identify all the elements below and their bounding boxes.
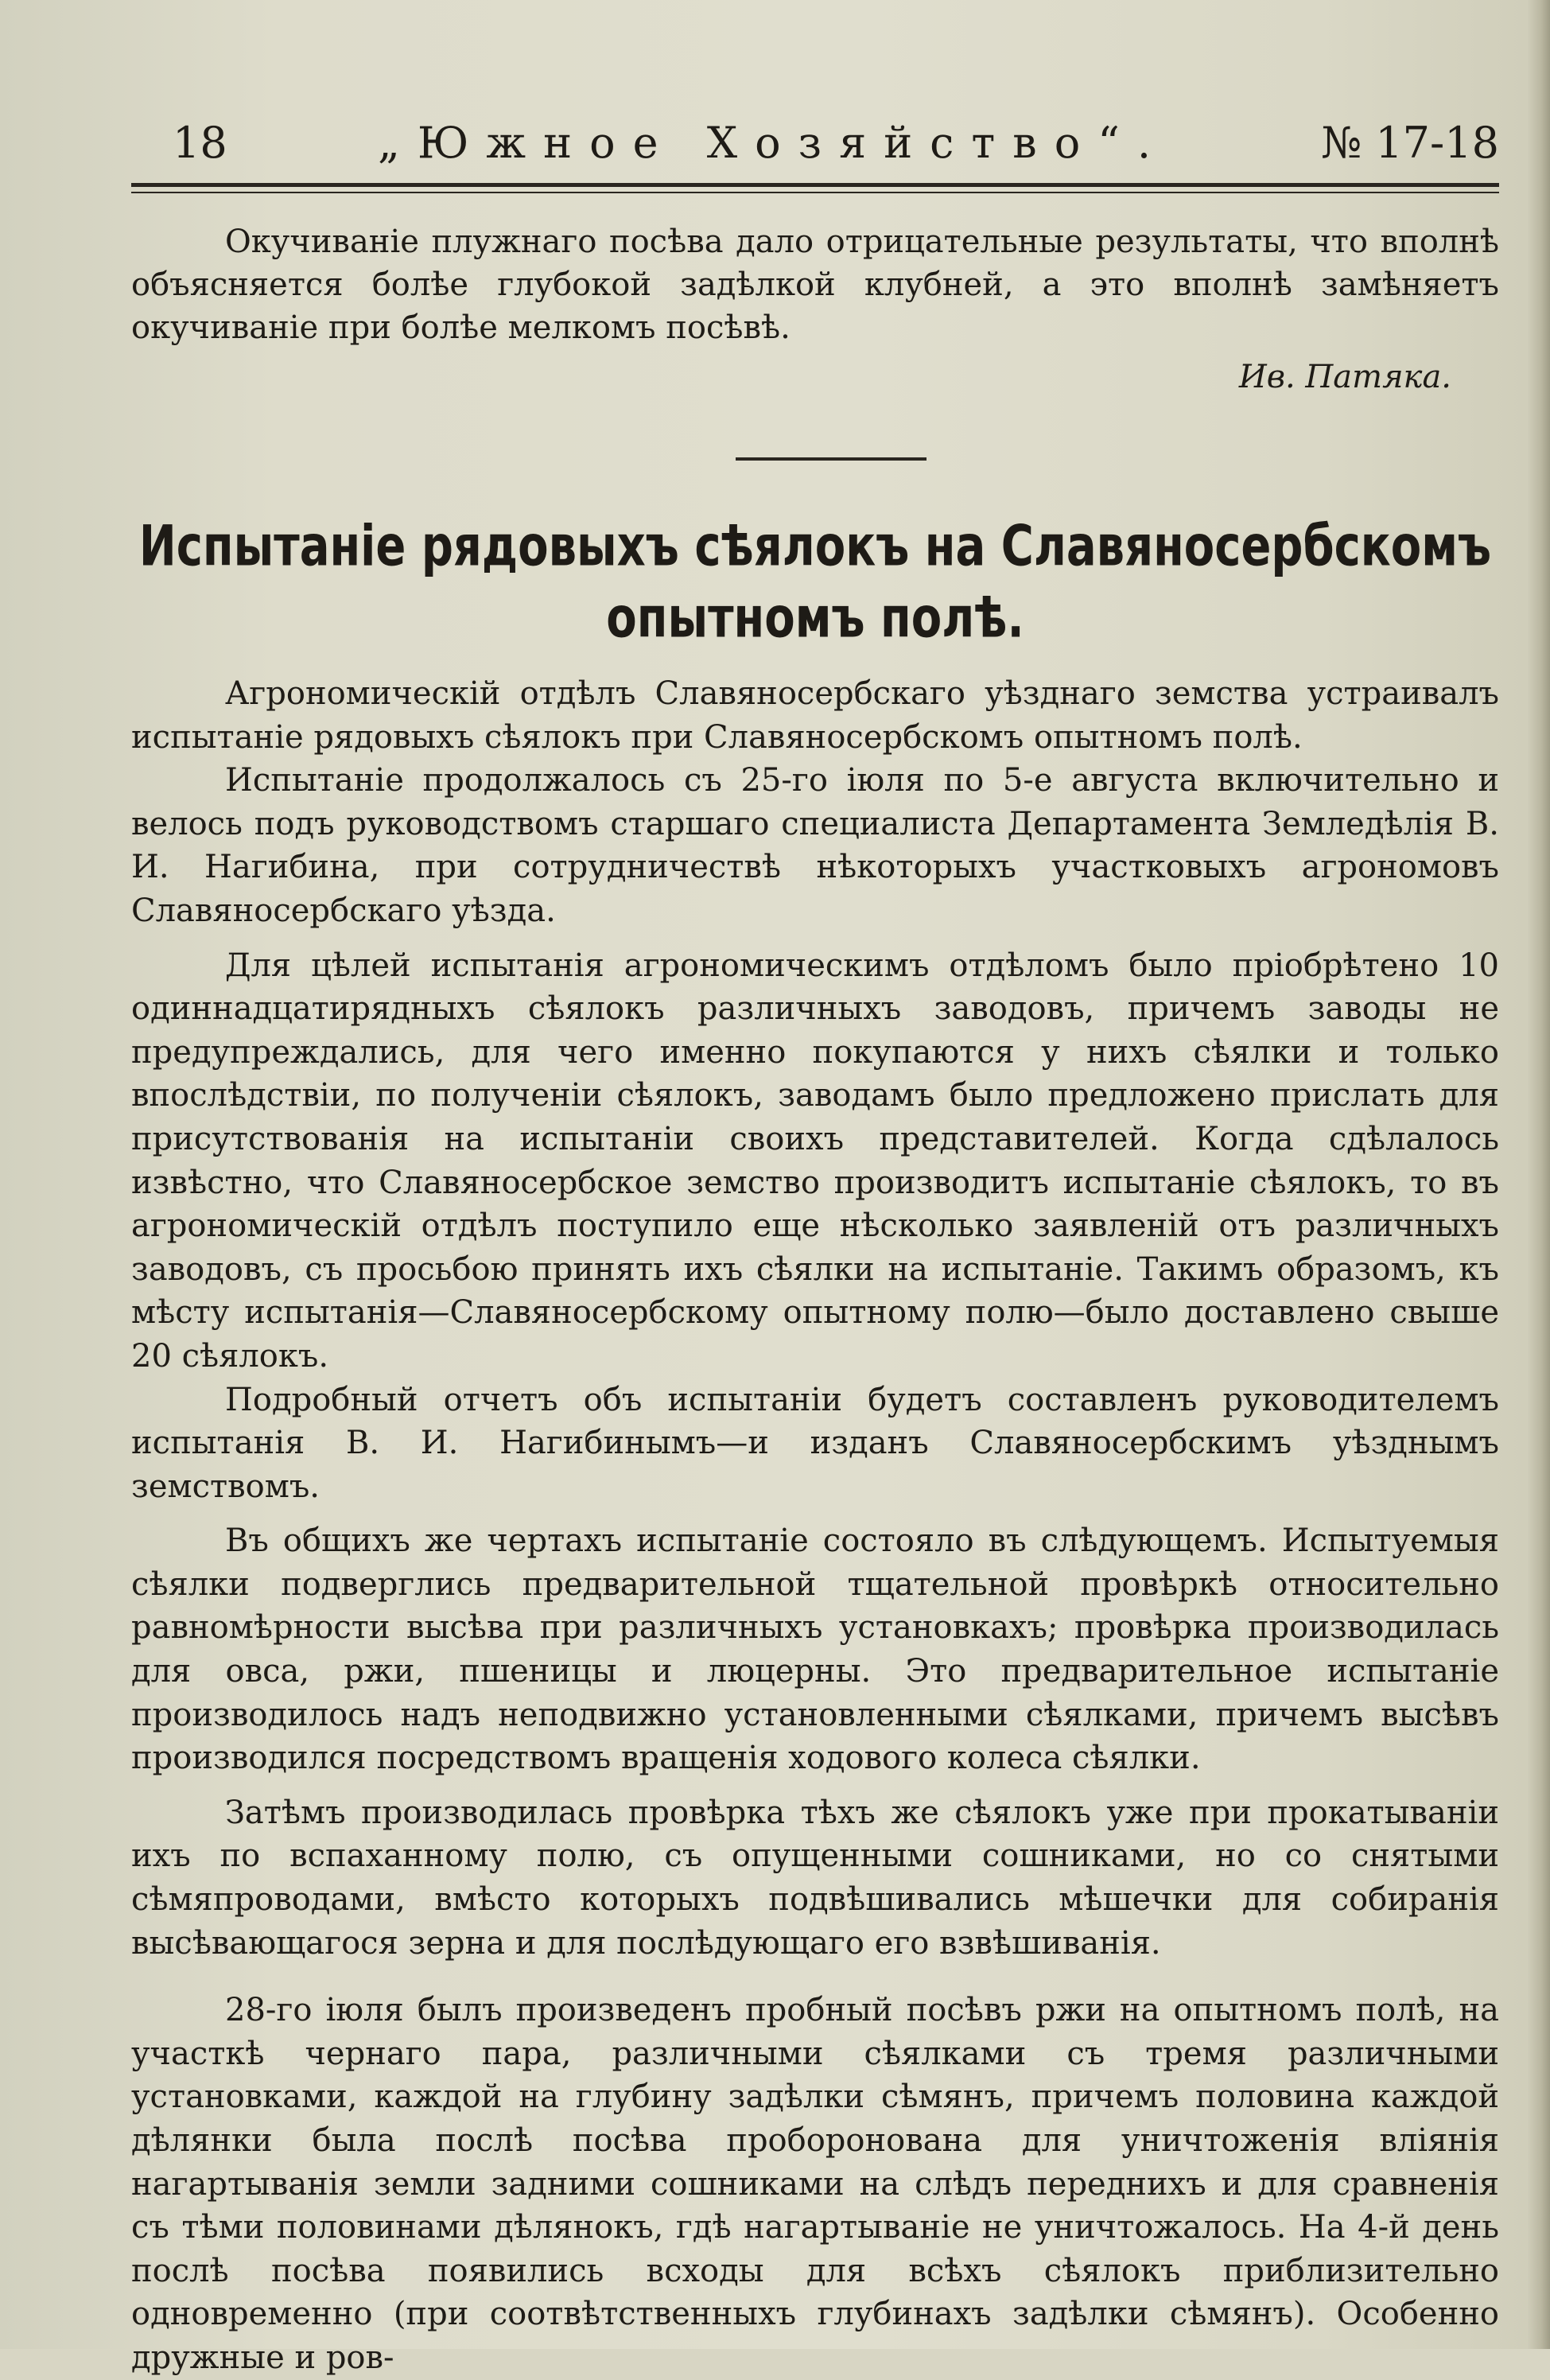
author-signature: Ив. Патяка. — [1238, 359, 1451, 395]
journal-title: „Южное Хозяйство“. — [378, 118, 1168, 168]
intro-paragraph: Окучиванiе плужнаго посѣва дало отрицательные результаты, что вполнѣ объясняется болѣе глубокой задѣлкой клубней, а это вполнѣ замѣняетъ окучиванiе при болѣе мелкомъ посѣвѣ. — [131, 224, 1499, 346]
article-paragraph: Подробный отчетъ объ испытанiи будетъ составленъ руководителемъ испытанiя В. И. Нагибинымъ—и изданъ Славяносербскимъ уѣзднымъ земствомъ. — [131, 1381, 1499, 1505]
header-rule-thick — [131, 183, 1499, 187]
article-title: Испытанiе рядовыхъ сѣялокъ на Славяносербскомъ опытномъ полѣ. — [138, 514, 1492, 651]
section-divider — [736, 457, 927, 461]
page-content — [131, 111, 1499, 2380]
article-body — [131, 672, 1499, 2380]
article-paragraph: Испытанiе продолжалось съ 25-го iюля по 5-е августа включительно и велось подъ руководствомъ старшаго специалиста Департамента Земледѣлiя В. И. Нагибина, при сотрудничествѣ нѣкоторыхъ участковыхъ агрономовъ Славяносербскаго уѣзда. — [131, 762, 1499, 929]
page-number: 18 — [173, 118, 227, 168]
intro-section — [131, 220, 1499, 400]
article-paragraph: Въ общихъ же чертахъ испытанiе состояло въ слѣдующемъ. Испытуемыя сѣялки подверглись предварительной тщательной провѣркѣ относительно равномѣрности высѣва при различныхъ установкахъ; провѣрка производилась для овса, ржи, пшеницы и люцерны. Это предварительное испытанiе производилось надъ неподвижно установленными сѣялками, причемъ высѣвъ производился посредствомъ вращенiя ходового колеса сѣялки. — [131, 1522, 1499, 1777]
issue-number: № 17-18 — [1321, 118, 1499, 168]
article-paragraph: 28-го iюля былъ произведенъ пробный посѣвъ ржи на опытномъ полѣ, на участкѣ чернаго пара, различными сѣялками съ тремя различными установками, каждой на глубину задѣлки сѣмянъ, причемъ половина каждой дѣлянки была послѣ посѣва проборонована для уничтоженiя влiянiя нагартыванiя земли задними сошниками на слѣдъ переднихъ и для сравненiя съ тѣми половинами дѣлянокъ, гдѣ нагартыванiе не уничтожалось. На 4-й день послѣ посѣва появились всходы для всѣхъ сѣялокъ приблизительно одновременно (при соотвѣтственныхъ глубинахъ задѣлки сѣмянъ). Особенно дружные и ров- — [131, 1992, 1499, 2376]
article-paragraph: Затѣмъ производилась провѣрка тѣхъ же сѣялокъ уже при прокатыванiи ихъ по вспаханному полю, съ опущенными сошниками, но со снятыми сѣмяпроводами, вмѣсто которыхъ подвѣшивались мѣшечки для собиранiя высѣвающагося зерна и для послѣдующаго его взвѣшиванiя. — [131, 1794, 1499, 1962]
header-rule-thin — [131, 192, 1499, 193]
page-edge — [1528, 0, 1550, 2349]
running-header — [131, 111, 1499, 175]
article-paragraph: Для цѣлей испытанiя агрономическимъ отдѣломъ было прiобрѣтено 10 одиннадцатирядныхъ сѣялокъ различныхъ заводовъ, причемъ заводы не предупреждались, для чего именно покупаются у нихъ сѣялки и только впослѣдствiи, по полученiи сѣялокъ, заводамъ было предложено прислать для присутствованiя на испытанiи своихъ представителей. Когда сдѣлалось извѣстно, что Славяносербское земство производитъ испытанiе сѣялокъ, то въ агрономическiй отдѣлъ поступило еще нѣсколько заявленiй отъ различныхъ заводовъ, съ просьбою принять ихъ сѣялки на испытанiе. Такимъ образомъ, къ мѣсту испытанiя—Славяносербскому опытному полю—было доставлено свыше 20 сѣялокъ. — [131, 947, 1499, 1375]
article-paragraph: Агрономическiй отдѣлъ Славяносербскаго уѣзднаго земства устраивалъ испытанiе рядовыхъ сѣялокъ при Славяносербскомъ опытномъ полѣ. — [131, 675, 1499, 756]
